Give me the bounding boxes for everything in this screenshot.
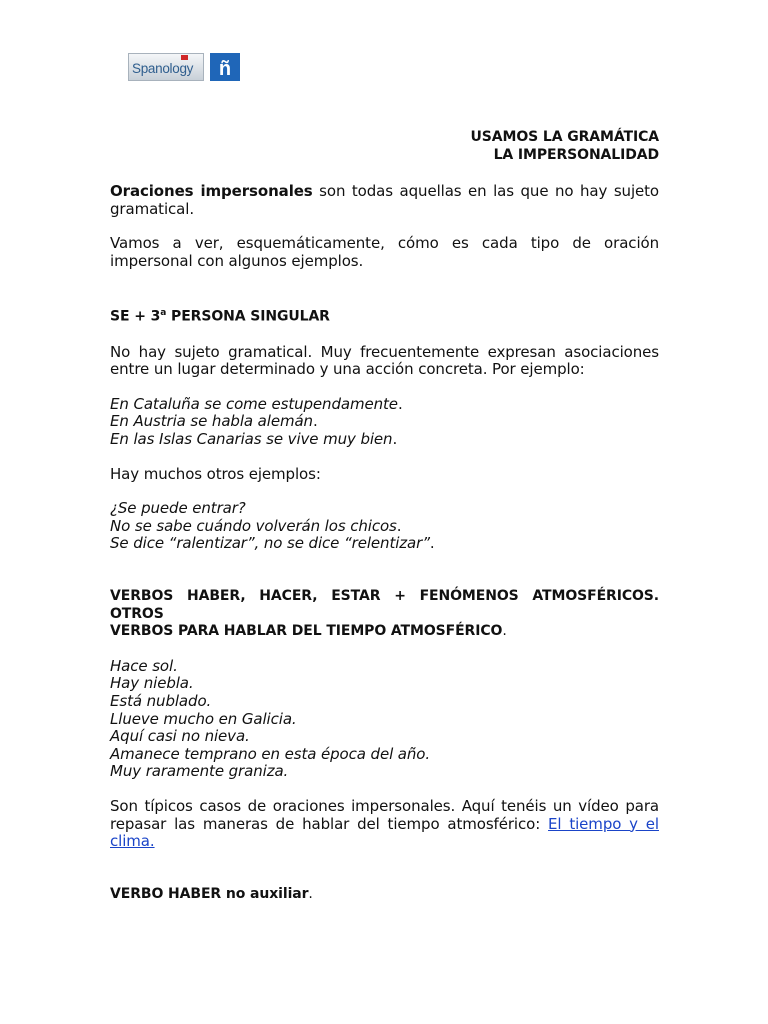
example-tail: . xyxy=(312,412,318,431)
spanology-logo xyxy=(128,53,240,81)
example-text: En las Islas Canarias se vive muy bien xyxy=(110,430,393,448)
example-item xyxy=(110,518,659,536)
video-link[interactable]: El tiempo y el clima. xyxy=(110,814,659,851)
example-item xyxy=(110,413,659,431)
logo-wordmark xyxy=(128,53,204,81)
section-1-examples xyxy=(110,396,659,449)
logo-wordmark-art xyxy=(129,54,205,82)
example-item xyxy=(110,535,659,553)
svg-text:ñ: ñ xyxy=(218,58,232,80)
example-item xyxy=(110,396,659,414)
section-2-heading-line-1: VERBOS HABER, HACER, ESTAR + FENÓMENOS ATMOSFÉRICOS. OTROS xyxy=(110,587,659,622)
intro-term: Oraciones impersonales xyxy=(110,182,313,200)
example-tail: . xyxy=(429,534,435,553)
section-2-heading xyxy=(110,588,659,641)
example-item xyxy=(110,431,659,449)
section-1-heading-prefix: SE + 3 xyxy=(110,309,161,326)
section-3-heading-tail: . xyxy=(308,885,313,902)
document-title xyxy=(110,128,659,164)
logo-flag-icon xyxy=(181,55,188,60)
example-item: Muy raramente graniza. xyxy=(110,762,289,781)
logo-n-icon xyxy=(210,53,240,81)
section-2-heading-tail: . xyxy=(502,623,507,640)
example-item: Amanece temprano en esta época del año. xyxy=(110,744,431,763)
section-2-note xyxy=(110,798,659,851)
example-item: Está nublado. xyxy=(110,691,212,710)
example-item: Llueve mucho en Galicia. xyxy=(110,709,297,728)
section-3-heading-text: VERBO HABER no auxiliar xyxy=(110,885,309,902)
example-item: Hay niebla. xyxy=(110,674,194,693)
section-1-heading-rest: PERSONA SINGULAR xyxy=(166,309,330,326)
example-tail: . xyxy=(397,394,403,413)
example-item xyxy=(110,500,659,518)
section-2-heading-line-2-text: VERBOS PARA HABLAR DEL TIEMPO ATMOSFÉRICO xyxy=(110,623,503,640)
section-3-heading xyxy=(110,886,659,904)
example-item: Aquí casi no nieva. xyxy=(110,727,250,746)
example-text: Se dice “ralentizar”, no se dice “relentizar” xyxy=(110,534,430,553)
example-tail: . xyxy=(392,430,398,448)
example-text: En Cataluña se come estupendamente xyxy=(110,394,398,413)
intro-paragraph-2: Vamos a ver, esquemáticamente, cómo es cada tipo de oración impersonal con algunos ejemplos. xyxy=(110,234,659,270)
intro-definition: son todas aquellas en las que no hay sujeto gramatical. xyxy=(110,182,659,218)
section-1-heading xyxy=(110,305,659,326)
section-2-note-text: Son típicos casos de oraciones impersonales. Aquí tenéis un vídeo para repasar las maneras de hablar del tiempo atmosférico: xyxy=(110,796,659,833)
document-body xyxy=(110,128,659,903)
title-line-2: LA IMPERSONALIDAD xyxy=(493,147,659,163)
example-text: No se sabe cuándo volverán los chicos xyxy=(110,516,397,535)
section-1-heading-sup: a xyxy=(160,308,167,319)
svg-text:Spanology: Spanology xyxy=(132,61,194,76)
section-2-examples xyxy=(110,658,659,781)
section-2-heading-line-2 xyxy=(110,623,659,641)
title-line-1: USAMOS LA GRAMÁTICA xyxy=(470,129,659,145)
example-tail: . xyxy=(396,516,402,535)
section-1-more-examples-intro: Hay muchos otros ejemplos: xyxy=(110,464,321,483)
intro-paragraph-1 xyxy=(110,183,659,218)
example-text: ¿Se puede entrar? xyxy=(110,499,246,518)
example-item: Hace sol. xyxy=(110,656,178,675)
section-1-description: No hay sujeto gramatical. Muy frecuentemente expresan asociaciones entre un lugar determinado y una acción concreta. Por ejemplo: xyxy=(110,342,659,379)
section-1-examples-2 xyxy=(110,500,659,553)
example-text: En Austria se habla alemán xyxy=(110,412,313,431)
